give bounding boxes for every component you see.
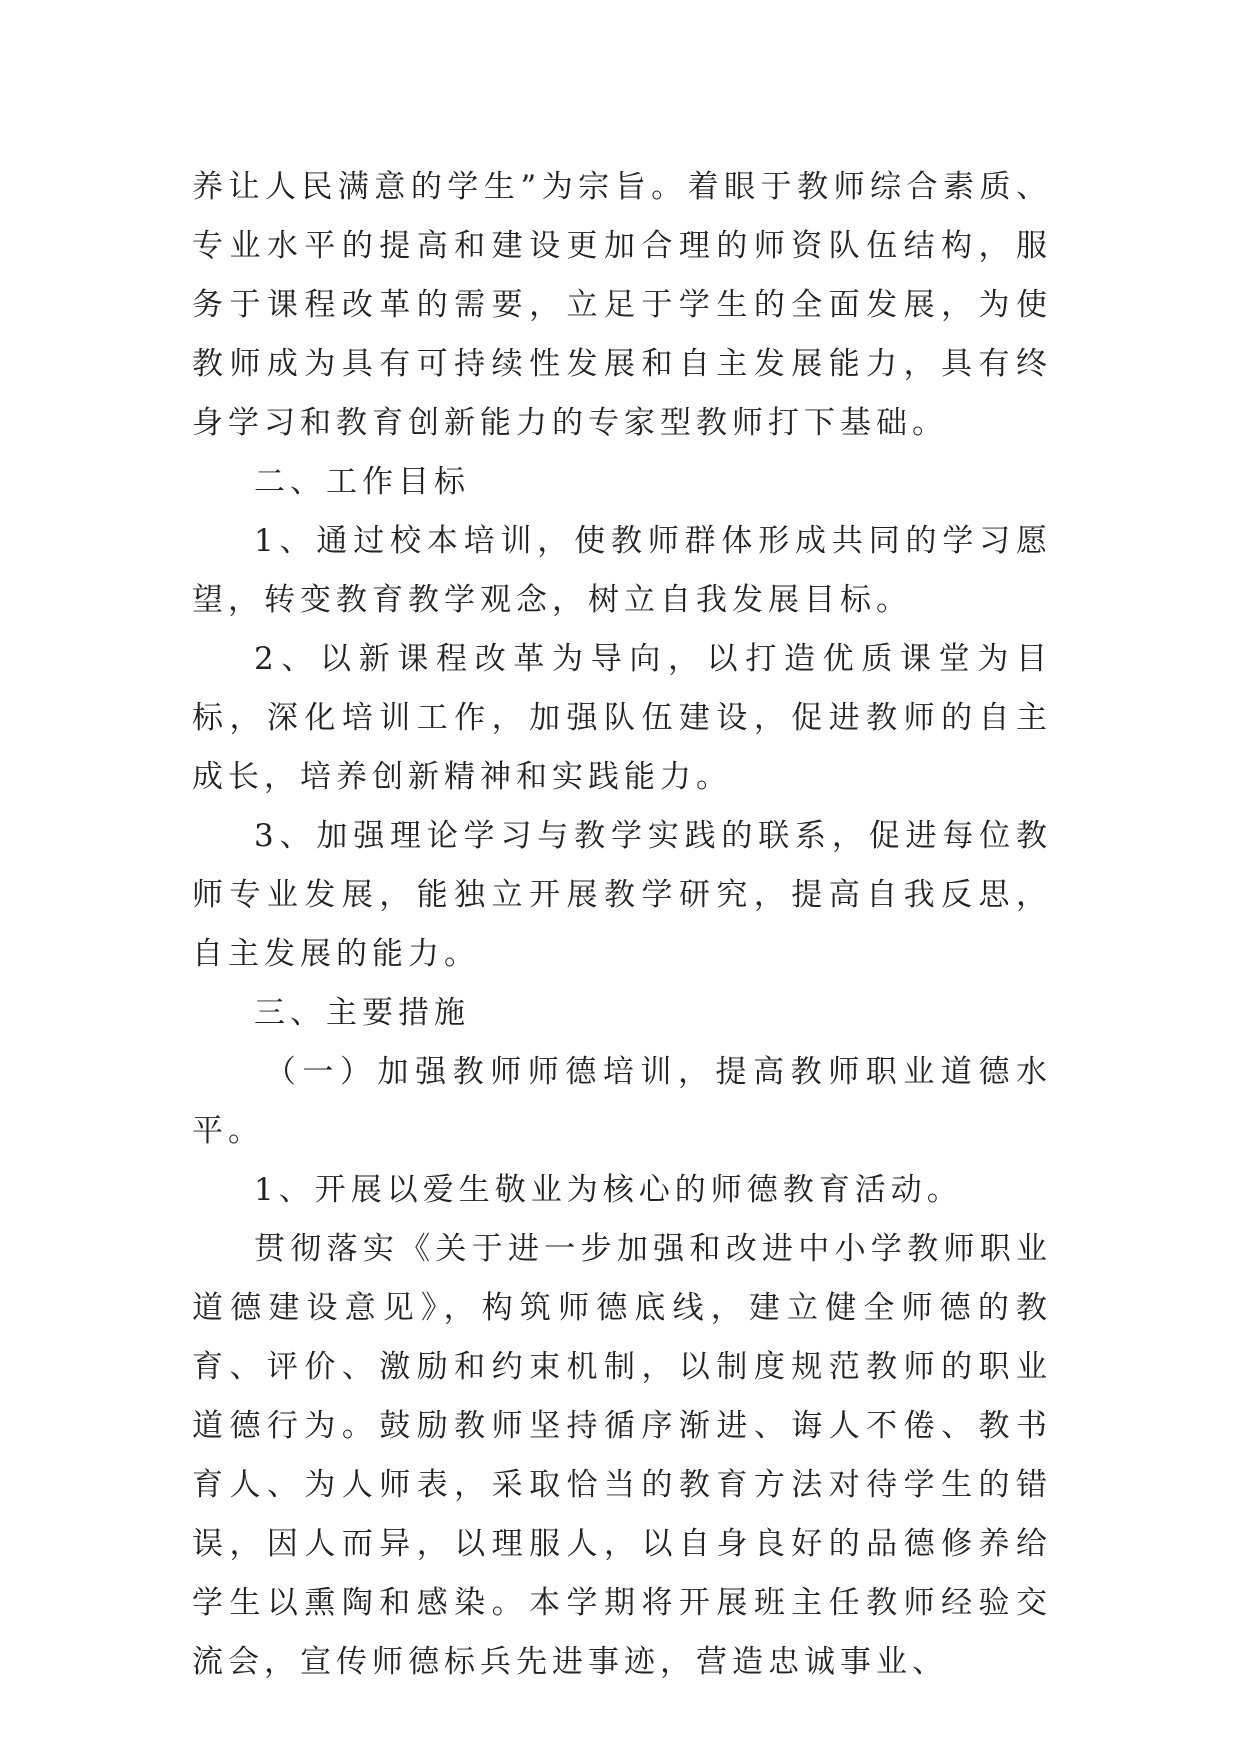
goal-item-2: 2、以新课程改革为导向，以打造优质课堂为目标，深化培训工作，加强队伍建设，促进教师的自主成长，培养创新精神和实践能力。 [192,641,1052,795]
goal-item-3: 3、加强理论学习与教学实践的联系，促进每位教师专业发展，能独立开展教学研究，提高自我反思，自主发展的能力。 [192,818,1052,972]
paragraph-continuation: 养让人民满意的学生”为宗旨。着眼于教师综合素质、专业水平的提高和建设更加合理的师资队伍结构，服务于课程改革的需要，立足于学生的全面发展，为使教师成为具有可持续性发展和自主发展能力，具有终身学习和教育创新能力的专家型教师打下基础。 [192,169,1052,441]
document-body [192,158,1052,1692]
heading-main-measures: 三、主要措施 [254,995,470,1031]
paragraph-ethics-details: 贯彻落实《关于进一步加强和改进中小学教师职业道德建设意见》，构筑师德底线，建立健全师德的教育、评价、激励和约束机制，以制度规范教师的职业道德行为。鼓励教师坚持循序渐进、诲人不倦、教书育人、为人师表，采取恰当的教育方法对待学生的错误，因人而异，以理服人，以自身良好的品德修养给学生以熏陶和感染。本学期将开展班主任教师经验交流会，宣传师德标兵先进事迹，营造忠诚事业、 [192,1231,1052,1680]
measure-item-1: 1、开展以爱生敬业为核心的师德教育活动。 [254,1172,963,1208]
subheading-ethics-training: （一）加强教师师德培训，提高教师职业道德水平。 [192,1054,1052,1149]
goal-item-1: 1、通过校本培训，使教师群体形成共同的学习愿望，转变教育教学观念，树立自我发展目标。 [192,523,1052,618]
heading-work-goals: 二、工作目标 [254,464,470,500]
